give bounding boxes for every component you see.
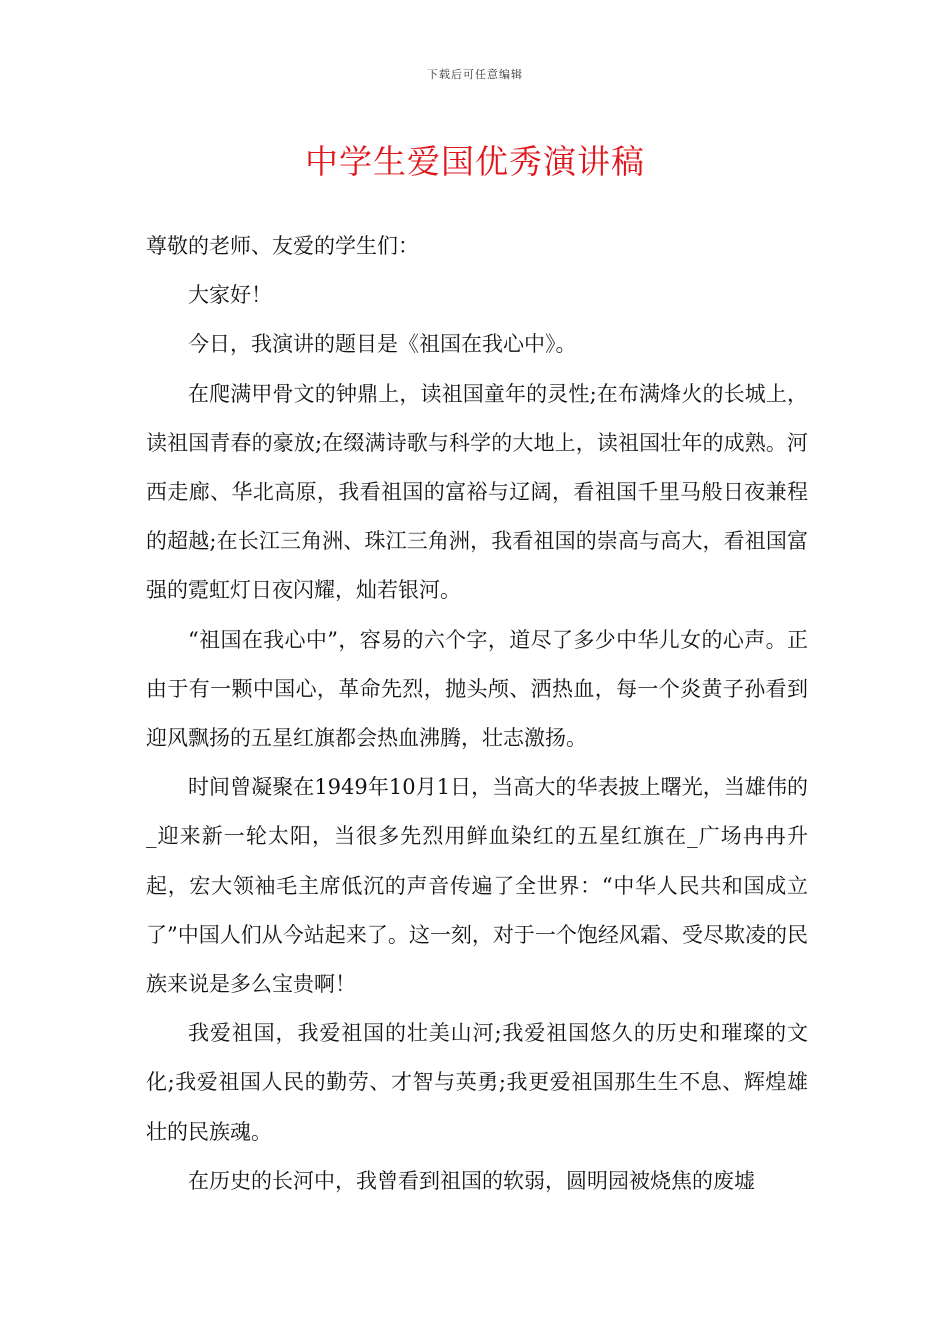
paragraph-greeting: 大家好！ (188, 283, 272, 308)
paragraph-founding-day: 时间曾凝聚在1949年10月1日，当高大的华表披上曙光，当雄伟的_迎来新一轮太阳，当很多先烈用鲜血染红的五星红旗在_广场冉冉升起，宏大领袖毛主席低沉的声音传遍了全世界：“中华人民共和国成立了”中国人们从今站起来了。这一刻，对于一个饱经风霜、受尽欺凌的民族来说是多么宝贵啊！ (146, 775, 808, 997)
paragraph-reading-motherland: 在爬满甲骨文的钟鼎上，读祖国童年的灵性;在布满烽火的长城上，读祖国青春的豪放;在缀满诗歌与科学的大地上，读祖国壮年的成熟。河西走廊、华北高原，我看祖国的富裕与辽阔，看祖国千里马般日夜兼程的超越;在长江三角洲、珠江三角洲，我看祖国的崇高与高大，看祖国富强的霓虹灯日夜闪耀，灿若银河。 (146, 381, 808, 603)
header-note: 下载后可任意编辑 (427, 68, 523, 81)
paragraph-love-motherland: 我爱祖国，我爱祖国的壮美山河;我爱祖国悠久的历史和璀璨的文化;我爱祖国人民的勤劳、才智与英勇;我更爱祖国那生生不息、辉煌雄壮的民族魂。 (146, 1021, 808, 1144)
salutation: 尊敬的老师、友爱的学生们： (146, 234, 419, 258)
speech-body (146, 222, 808, 1206)
document-title: 中学生爱国优秀演讲稿 (305, 142, 645, 181)
paragraph-history: 在历史的长河中，我曾看到祖国的软弱，圆明园被烧焦的废墟 (188, 1168, 755, 1193)
paragraph-motherland-in-heart: “祖国在我心中”，容易的六个字，道尽了多少中华儿女的心声。正由于有一颗中国心，革命先烈，抛头颅、洒热血，每一个炎黄子孙看到迎风飘扬的五星红旗都会热血沸腾，壮志激扬。 (146, 627, 808, 751)
paragraph-topic: 今日，我演讲的题目是《祖国在我心中》。 (188, 332, 577, 357)
